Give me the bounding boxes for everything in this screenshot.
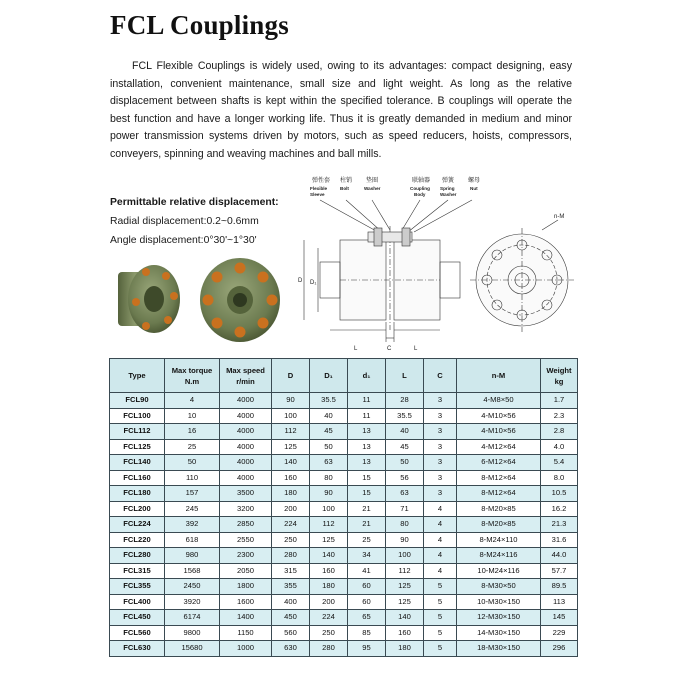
page-title: FCL Couplings [110,10,289,40]
table-cell: 630 [272,641,310,657]
table-cell: 90 [272,393,310,409]
table-cell: 315 [272,563,310,579]
part-label-en: Body [414,192,426,197]
table-cell: 140 [386,610,424,626]
table-cell: 3920 [165,594,220,610]
dim-label-L: L [354,346,358,352]
coupling-right-half [200,258,280,342]
table-cell: 250 [272,532,310,548]
table-cell: 13 [348,455,386,471]
table-cell: FCL200 [110,501,165,517]
table-cell: 200 [310,594,348,610]
table-cell: 125 [310,532,348,548]
part-label-cn: 弹簧 [442,178,455,184]
table-cell: 1150 [220,625,272,641]
table-cell: 100 [310,501,348,517]
table-cell: 618 [165,532,220,548]
table-cell: 2300 [220,548,272,564]
table-cell: 8-M20×85 [457,501,541,517]
part-label-en: Coupling [410,186,430,191]
part-label-en: Flexible [310,186,328,191]
table-cell: 157 [165,486,220,502]
table-cell: 11 [348,408,386,424]
table-cell: 71 [386,501,424,517]
table-cell: FCL112 [110,424,165,440]
column-header: Max torque N.m [165,359,220,393]
table-cell: 8-M12×64 [457,486,541,502]
table-cell: 5 [424,641,457,657]
table-row [110,470,578,486]
table-cell: 2050 [220,563,272,579]
table-row [110,610,578,626]
table-cell: 18-M30×150 [457,641,541,657]
table-cell: 4 [424,563,457,579]
table-cell: FCL125 [110,439,165,455]
table-row [110,408,578,424]
table-cell: 31.6 [541,532,578,548]
table-cell: 60 [348,594,386,610]
table-cell: 140 [310,548,348,564]
table-cell: 80 [386,517,424,533]
part-label-en: Sleeve [310,192,325,197]
table-cell: FCL630 [110,641,165,657]
coupling-technical-drawing [290,170,590,355]
table-cell: 11 [348,393,386,409]
table-cell: 4-M8×50 [457,393,541,409]
part-label-cn: 弹性套 [312,178,331,184]
table-cell: 3500 [220,486,272,502]
dim-label-D1: D₁ [310,280,317,286]
table-cell: 125 [386,594,424,610]
column-header: D₁ [310,359,348,393]
table-cell: 4000 [220,424,272,440]
table-cell: 4 [424,532,457,548]
table-cell: 4-M10×56 [457,408,541,424]
column-header: C [424,359,457,393]
table-cell: 4000 [220,408,272,424]
table-cell: 160 [310,563,348,579]
table-cell: 65 [348,610,386,626]
table-cell: 4 [424,517,457,533]
table-cell: FCL224 [110,517,165,533]
table-row [110,625,578,641]
table-cell: 4000 [220,393,272,409]
table-cell: 160 [272,470,310,486]
table-cell: 41 [348,563,386,579]
table-cell: FCL450 [110,610,165,626]
table-cell: 50 [386,455,424,471]
table-cell: 280 [272,548,310,564]
table-cell: 6-M12×64 [457,455,541,471]
table-cell: 35.5 [386,408,424,424]
table-cell: 28 [386,393,424,409]
table-cell: 10-M30×150 [457,594,541,610]
table-cell: 450 [272,610,310,626]
dim-label-L: L [414,346,418,352]
table-cell: 57.7 [541,563,578,579]
table-cell: 4 [424,501,457,517]
table-cell: 113 [541,594,578,610]
table-cell: 8-M12×64 [457,470,541,486]
table-cell: 3 [424,424,457,440]
table-cell: 8-M24×110 [457,532,541,548]
table-cell: 3 [424,486,457,502]
table-cell: FCL140 [110,455,165,471]
coupling-photo [110,250,290,350]
displacement-block [110,193,290,250]
table-row [110,486,578,502]
table-cell: 280 [310,641,348,657]
table-cell: 1800 [220,579,272,595]
table-cell: 90 [386,532,424,548]
table-cell: 100 [272,408,310,424]
table-cell: 5 [424,625,457,641]
table-cell: 110 [165,470,220,486]
angle-displacement: Angle displacement:0°30'~1°30' [110,235,257,246]
table-cell: 80 [310,470,348,486]
part-label-cn: 垫圈 [366,178,379,184]
table-cell: 44.0 [541,548,578,564]
table-cell: 13 [348,424,386,440]
table-cell: FCL355 [110,579,165,595]
table-cell: 8-M30×50 [457,579,541,595]
table-cell: 56 [386,470,424,486]
table-cell: 980 [165,548,220,564]
table-cell: FCL280 [110,548,165,564]
table-cell: 296 [541,641,578,657]
table-row [110,532,578,548]
table-cell: 5 [424,610,457,626]
table-cell: 4000 [220,439,272,455]
dim-label-C: C [387,346,392,352]
table-row [110,579,578,595]
table-cell: 229 [541,625,578,641]
table-cell: 63 [310,455,348,471]
table-cell: 13 [348,439,386,455]
table-cell: FCL220 [110,532,165,548]
table-cell: 45 [310,424,348,440]
table-cell: 9800 [165,625,220,641]
table-cell: FCL160 [110,470,165,486]
table-cell: 180 [272,486,310,502]
table-cell: 200 [272,501,310,517]
table-cell: 5 [424,594,457,610]
table-cell: 245 [165,501,220,517]
table-cell: 10.5 [541,486,578,502]
table-cell: 560 [272,625,310,641]
dim-label-D: D [298,278,303,284]
table-cell: 3200 [220,501,272,517]
table-cell: 180 [310,579,348,595]
table-row [110,517,578,533]
table-cell: 34 [348,548,386,564]
displacement-heading: Permittable relative displacement: [110,197,279,208]
table-cell: 112 [310,517,348,533]
table-cell: 16.2 [541,501,578,517]
table-cell: 10-M24×116 [457,563,541,579]
table-cell: 25 [165,439,220,455]
table-cell: 21.3 [541,517,578,533]
table-cell: 8-M20×85 [457,517,541,533]
dim-label-nM: n-M [554,214,565,220]
table-cell: 180 [386,641,424,657]
table-cell: 5.4 [541,455,578,471]
table-cell: 8.0 [541,470,578,486]
part-label-en: Bolt [340,186,349,191]
table-row [110,424,578,440]
part-labels [310,176,480,197]
table-cell: FCL560 [110,625,165,641]
intro-paragraph: FCL Flexible Couplings is widely used, owing to its advantages: compact designing, easy installation, convenient maintenance, small size and light weight. As long as the relative displacement between shafts is kept within the specified tolerance. B couplings will operate the best function and have a longer working life. Thus it is greatly demanded in medium and minor power transmission systems driven by motors, such as speed reducers, hoists, compressors, conveyers, spinning and weaving machines and ball mills. [110,60,572,160]
table-cell: 1568 [165,563,220,579]
table-cell: 85 [348,625,386,641]
column-header: L [386,359,424,393]
table-cell: 50 [165,455,220,471]
column-header: d₁ [348,359,386,393]
table-cell: 2.8 [541,424,578,440]
table-row [110,548,578,564]
table-cell: 45 [386,439,424,455]
table-cell: 4000 [220,455,272,471]
table-cell: 3 [424,470,457,486]
table-row [110,393,578,409]
table-cell: 25 [348,532,386,548]
column-header: n-M [457,359,541,393]
table-cell: 1.7 [541,393,578,409]
table-cell: 4-M12×64 [457,439,541,455]
table-cell: 16 [165,424,220,440]
table-cell: 5 [424,579,457,595]
table-cell: 355 [272,579,310,595]
table-cell: 400 [272,594,310,610]
table-cell: 15 [348,486,386,502]
table-cell: 2450 [165,579,220,595]
table-cell: 35.5 [310,393,348,409]
table-cell: FCL315 [110,563,165,579]
column-header: Type [110,359,165,393]
table-cell: 125 [272,439,310,455]
table-cell: 14-M30×150 [457,625,541,641]
table-cell: 100 [386,548,424,564]
part-label-en: Washer [440,192,457,197]
table-cell: 15680 [165,641,220,657]
table-cell: 160 [386,625,424,641]
column-header: D [272,359,310,393]
part-label-en: Spring [440,186,455,191]
table-cell: 40 [310,408,348,424]
radial-displacement: Radial displacement:0.2~0.6mm [110,216,259,227]
table-cell: 21 [348,517,386,533]
table-cell: 90 [310,486,348,502]
table-cell: 2550 [220,532,272,548]
table-row [110,455,578,471]
table-cell: 95 [348,641,386,657]
table-cell: 2.3 [541,408,578,424]
table-cell: FCL100 [110,408,165,424]
table-cell: 4000 [220,470,272,486]
table-row [110,641,578,657]
table-cell: FCL90 [110,393,165,409]
part-label-en: Nut [470,186,478,191]
column-header: Max speed r/min [220,359,272,393]
table-cell: 125 [386,579,424,595]
table-cell: 60 [348,579,386,595]
table-cell: 15 [348,470,386,486]
table-cell: 140 [272,455,310,471]
table-cell: 4.0 [541,439,578,455]
table-cell: 21 [348,501,386,517]
part-label-cn: 柱销 [340,178,353,184]
table-cell: FCL400 [110,594,165,610]
column-header: Weight kg [541,359,578,393]
table-cell: 224 [272,517,310,533]
table-cell: 89.5 [541,579,578,595]
table-cell: 1000 [220,641,272,657]
table-cell: 3 [424,393,457,409]
table-cell: 3 [424,455,457,471]
part-label-cn: 螺母 [468,178,481,184]
table-cell: 4 [424,548,457,564]
table-cell: 12-M30×150 [457,610,541,626]
table-cell: 3 [424,439,457,455]
table-cell: 112 [386,563,424,579]
table-cell: 4-M10×56 [457,424,541,440]
table-cell: 112 [272,424,310,440]
table-cell: 250 [310,625,348,641]
table-cell: FCL180 [110,486,165,502]
table-row [110,501,578,517]
table-cell: 3 [424,408,457,424]
table-cell: 4 [165,393,220,409]
table-row [110,439,578,455]
table-cell: 1400 [220,610,272,626]
table-cell: 40 [386,424,424,440]
table-cell: 145 [541,610,578,626]
table-cell: 392 [165,517,220,533]
table-cell: 8-M24×116 [457,548,541,564]
table-cell: 10 [165,408,220,424]
table-row [110,594,578,610]
table-cell: 2850 [220,517,272,533]
part-label-cn: 联轴器 [412,178,431,184]
spec-table-header [110,359,578,393]
table-cell: 50 [310,439,348,455]
coupling-left-half [118,265,180,333]
table-row [110,563,578,579]
table-cell: 6174 [165,610,220,626]
table-cell: 1600 [220,594,272,610]
part-label-en: Washer [364,186,381,191]
spec-table [109,358,578,657]
table-cell: 224 [310,610,348,626]
table-cell: 63 [386,486,424,502]
